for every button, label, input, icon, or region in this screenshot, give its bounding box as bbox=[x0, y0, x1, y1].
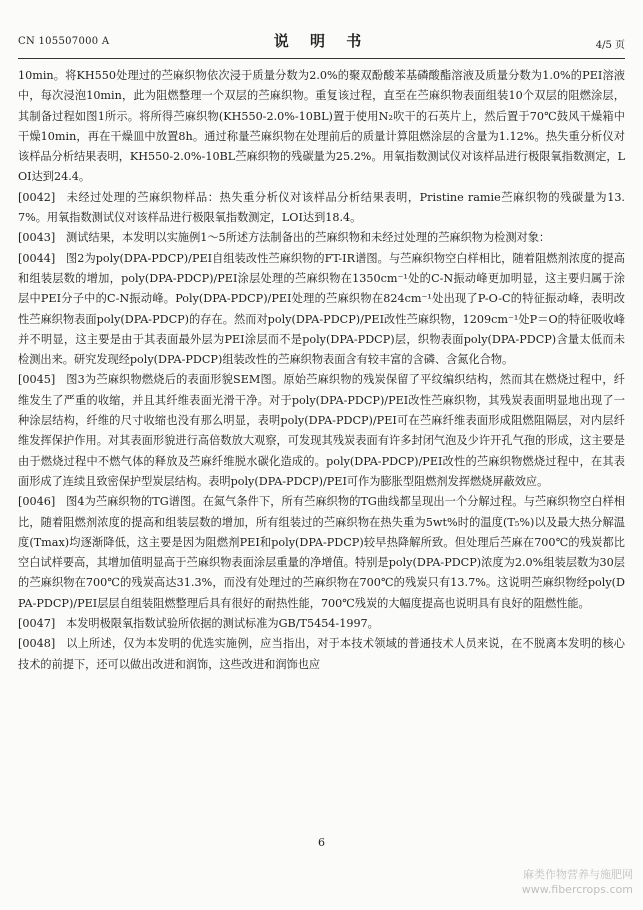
watermark-site-name: 麻类作物营养与施肥网 bbox=[523, 868, 633, 881]
paragraph-text: 10min。将KH550处理过的苎麻织物依次浸于质量分数为2.0%的聚双酚酸苯基磷酸酯溶液及质量分数为1.0%的PEI溶液中，每次浸泡10min，此为阻燃整理一个双层的苎麻织物。重复该过程，直至在苎麻织物表面组装10个双层的阻燃涂层，其制备过程如图1所示。将所得苎麻织物(KH550-2.0%-10BL)置于使用N₂吹干的石英片上，然后置于70℃鼓风干燥箱中干燥10min，再在干燥皿中放置8h。通过称量苎麻织物在处理前后的质量计算阻燃涂层的含量为1.12%。热失重分析仪对该样品分析结果表明，KH550-2.0%-10BL苎麻织物的残碳量为25.2%。用氧指数测试仪对该样品进行极限氧指数测定，LOI达到24.4。 bbox=[18, 69, 625, 184]
paragraph-continuation bbox=[18, 66, 625, 188]
paragraph-text: 未经过处理的苎麻织物样品：热失重分析仪对该样品分析结果表明，Pristine ramie苎麻织物的残碳量为13.7%。用氧指数测试仪对该样品进行极限氧指数测定，LOI达到18.4。 bbox=[18, 190, 625, 225]
watermark-url: www.fibercrops.com bbox=[521, 883, 633, 896]
paragraph-text: 测试结果，本发明以实施例1～5所述方法制备出的苎麻织物和未经过处理的苎麻织物为检测对象： bbox=[66, 231, 551, 245]
paragraph-tag: [0042] bbox=[18, 190, 56, 204]
paragraph-text: 以上所述，仅为本发明的优选实施例，应当指出，对于本技术领域的普通技术人员来说，在不脱离本发明的核心技术的前提下，还可以做出改进和润饰，这些改进和润饰也应 bbox=[18, 637, 625, 671]
paragraph-text: 图4为苎麻织物的TG谱图。在氮气条件下，所有苎麻织物的TG曲线都呈现出一个分解过程。与苎麻织物空白样相比，随着阻燃剂浓度的提高和组装层数的增加，所有组装过的苎麻织物在热失重为5wt%时的温度(T₅%)以及最大热分解温度(Tmax)均逐渐降低，这主要是因为阻燃剂PEI和poly(DPA-PDCP)较早热降解所致。但处理后苎麻在700℃的残炭都比空白试样要高，其增加值明显高于苎麻织物表面涂层重量的净增值。特别是poly(DPA-PDCP)浓度为2.0%组装层数为30层的苎麻织物在700℃的残炭高达31.3%，而没有处理过的苎麻织物在700℃的残炭只有13.7%。这说明苎麻织物经poly(DPA-PDCP)/PEI层层自组装阻燃整理后具有很好的耐热性能，700℃残炭的大幅度提高也说明具有良好的阻燃性能。 bbox=[18, 495, 625, 610]
paragraph-text: 图2为poly(DPA-PDCP)/PEI自组装改性苎麻织物的FT-IR谱图。与苎麻织物空白样相比，随着阻燃剂浓度的提高和组装层数的增加，poly(DPA-PDCP)/PEI涂层处理的苎麻织物在1350cm⁻¹处的C-N振动峰更加明显，这主要归属于涂层中PEI分子中的C-N振动峰。Poly(DPA-PDCP)/PEI处理的苎麻织物在824cm⁻¹处出现了P-O-C的特征振动峰，表明改性苎麻织物表面poly(DPA-PDCP)的存在。然而对poly(DPA-PDCP)/PEI改性苎麻织物，1209cm⁻¹处P＝O的特征吸收峰并不明显，这主要是由于其表面最外层为PEI涂层而不是poly(DPA-PDCP)层，织物表面poly(DPA-PDCP)含量太低而未检测出来。研究发现经poly(DPA-PDCP)组装改性的苎麻织物表面含有较丰富的含磷、含氮化合物。 bbox=[18, 251, 625, 367]
paragraph-tag: [0043] bbox=[18, 231, 56, 245]
paragraph-0044 bbox=[18, 249, 625, 371]
paragraph-tag: [0044] bbox=[18, 251, 56, 265]
paragraph-0043 bbox=[18, 228, 625, 248]
paragraph-0045 bbox=[18, 370, 625, 492]
page-number: 6 bbox=[318, 836, 325, 849]
document-number: CN 105507000 A bbox=[18, 36, 110, 47]
paragraph-text: 图3为苎麻织物燃烧后的表面形貌SEM图。原始苎麻织物的残炭保留了平纹编织结构，然而其在燃烧过程中，纤维发生了严重的收缩，并且其纤维表面光滑干净。对于poly(DPA-PDCP)/PEI改性苎麻织物，其残炭表面明显地出现了一种涂层结构，纤维的尺寸收缩也没有那么明显，表明poly(DPA-PDCP)/PEI可在苎麻纤维表面形成阻燃阻隔层，对内层纤维发挥保护作用。对其表面形貌进行高倍数放大观察，可发现其残炭表面有许多封闭气泡及少许开孔气孢的形成，这主要是由于燃烧过程中不燃气体的释放及苎麻纤维脱水碳化造成的。poly(DPA-PDCP)/PEI改性的苎麻织物燃烧过程中，在其表面形成了连续且致密保护型炭层结构。表明poly(DPA-PDCP)/PEI可作为膨胀型阻燃剂发挥燃烧屏蔽效应。 bbox=[18, 373, 625, 488]
paragraph-tag: [0047] bbox=[18, 617, 56, 631]
paragraph-tag: [0048] bbox=[18, 637, 56, 651]
paragraph-0048 bbox=[18, 634, 625, 675]
paragraph-0042 bbox=[18, 188, 625, 229]
document-body bbox=[18, 66, 625, 675]
document-title: 说 明 书 bbox=[273, 32, 370, 50]
paragraph-tag: [0046] bbox=[18, 495, 56, 509]
paragraph-text: 本发明极限氧指数试验所依据的测试标准为GB/T5454-1997。 bbox=[66, 617, 379, 631]
paragraph-tag: [0045] bbox=[18, 373, 56, 387]
page-ratio: 4/5 页 bbox=[595, 40, 625, 51]
paragraph-0046 bbox=[18, 492, 625, 614]
header-divider bbox=[18, 58, 625, 59]
page-header bbox=[18, 34, 625, 52]
watermark bbox=[522, 867, 633, 897]
paragraph-0047 bbox=[18, 614, 625, 634]
